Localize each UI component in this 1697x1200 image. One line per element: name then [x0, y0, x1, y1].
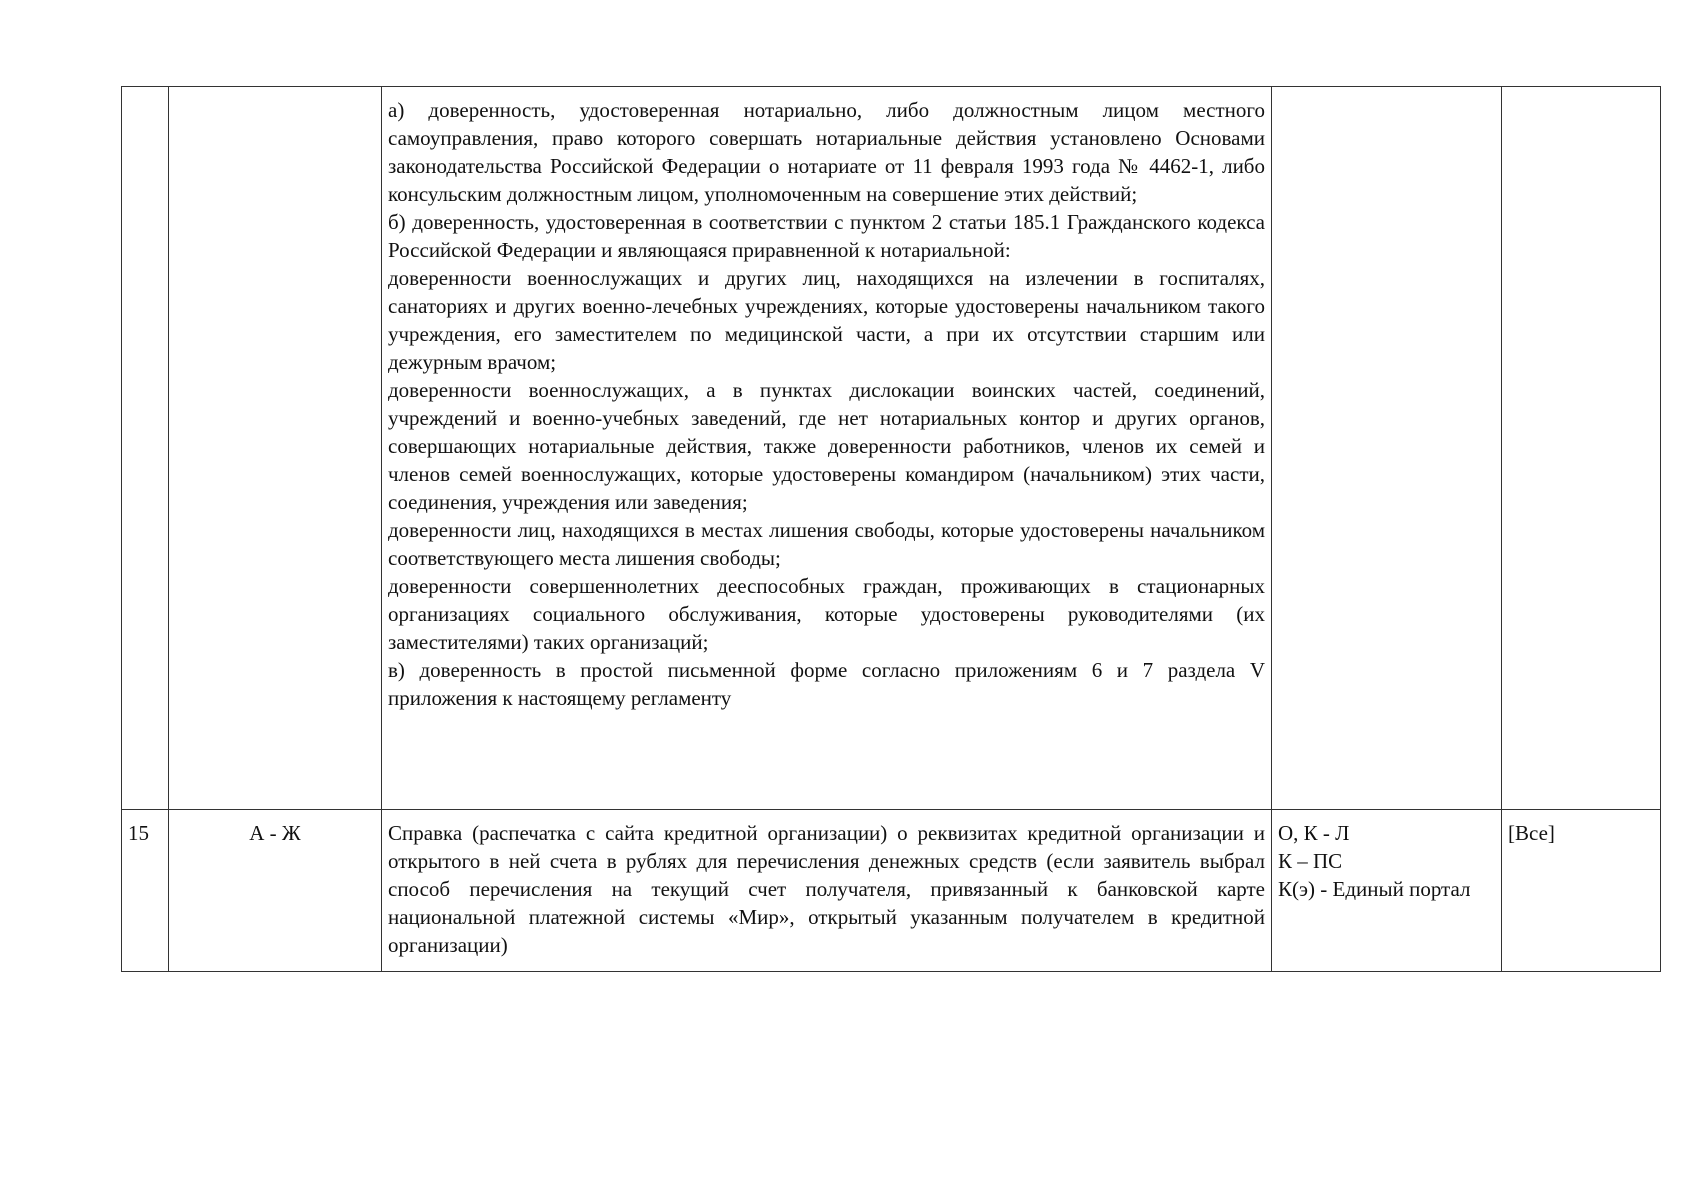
document-table [121, 86, 1661, 972]
table-row [122, 810, 1661, 972]
applicant-category: [Все] [1508, 821, 1555, 845]
row-number-cell [122, 87, 169, 810]
document-description-cell [382, 810, 1272, 972]
description-paragraph: доверенности совершеннолетних дееспособных граждан, проживающих в стационарных организациях социального обслуживания, которые удостоверены руководителями (их заместителями) таких организаций; [388, 574, 1265, 654]
applicant-category-cell [1502, 87, 1661, 810]
description-paragraph: доверенности военнослужащих, а в пунктах дислокации воинских частей, соединений, учреждений и военно-учебных заведений, где нет нотариальных контор и других органов, совершающих нотариальные действия, также доверенности работников, членов их семей и членов семей военнослужащих, которые удостоверены командиром (начальником) этих части, соединения, учреждения или заведения; [388, 378, 1265, 514]
description-paragraph: доверенности лиц, находящихся в местах лишения свободы, которые удостоверены начальником соответствующего места лишения свободы; [388, 518, 1265, 570]
document-description-cell [382, 87, 1272, 810]
applicant-code-cell [169, 87, 382, 810]
submission-method-line: К(э) - Единый портал [1278, 877, 1471, 901]
description-paragraph: доверенности военнослужащих и других лиц, находящихся на излечении в госпиталях, санаториях и других военно-лечебных учреждениях, которые удостоверены начальником такого учреждения, его заместителем по медицинской части, а при их отсутствии старшим или дежурным врачом; [388, 266, 1265, 374]
description-paragraph: Справка (распечатка с сайта кредитной организации) о реквизитах кредитной организации и открытого в ней счета в рублях для перечисления денежных средств (если заявитель выбрал способ перечисления на текущий счет получателя, привязанный к банковской карте национальной платежной системы «Мир», открытый указанным получателем в кредитной организации) [388, 821, 1265, 957]
row-number-cell [122, 810, 169, 972]
table-row [122, 87, 1661, 810]
submission-method-cell [1272, 810, 1502, 972]
description-paragraph: б) доверенность, удостоверенная в соответствии с пунктом 2 статьи 185.1 Гражданского кодекса Российской Федерации и являющаяся приравненной к нотариальной: [388, 210, 1265, 262]
description-paragraph: а) доверенность, удостоверенная нотариально, либо должностным лицом местного самоуправления, право которого совершать нотариальные действия установлено Основами законодательства Российской Федерации о нотариате от 11 февраля 1993 года № 4462-1, либо консульским должностным лицом, уполномоченным на совершение этих действий; [388, 98, 1265, 206]
row-number: 15 [128, 821, 149, 845]
submission-method-cell [1272, 87, 1502, 810]
submission-method-line: К – ПС [1278, 849, 1343, 873]
description-paragraph: в) доверенность в простой письменной форме согласно приложениям 6 и 7 раздела V приложения к настоящему регламенту [388, 658, 1265, 710]
applicant-code: А - Ж [249, 821, 301, 845]
applicant-category-cell [1502, 810, 1661, 972]
submission-method-line: О, К - Л [1278, 821, 1350, 845]
applicant-code-cell [169, 810, 382, 972]
